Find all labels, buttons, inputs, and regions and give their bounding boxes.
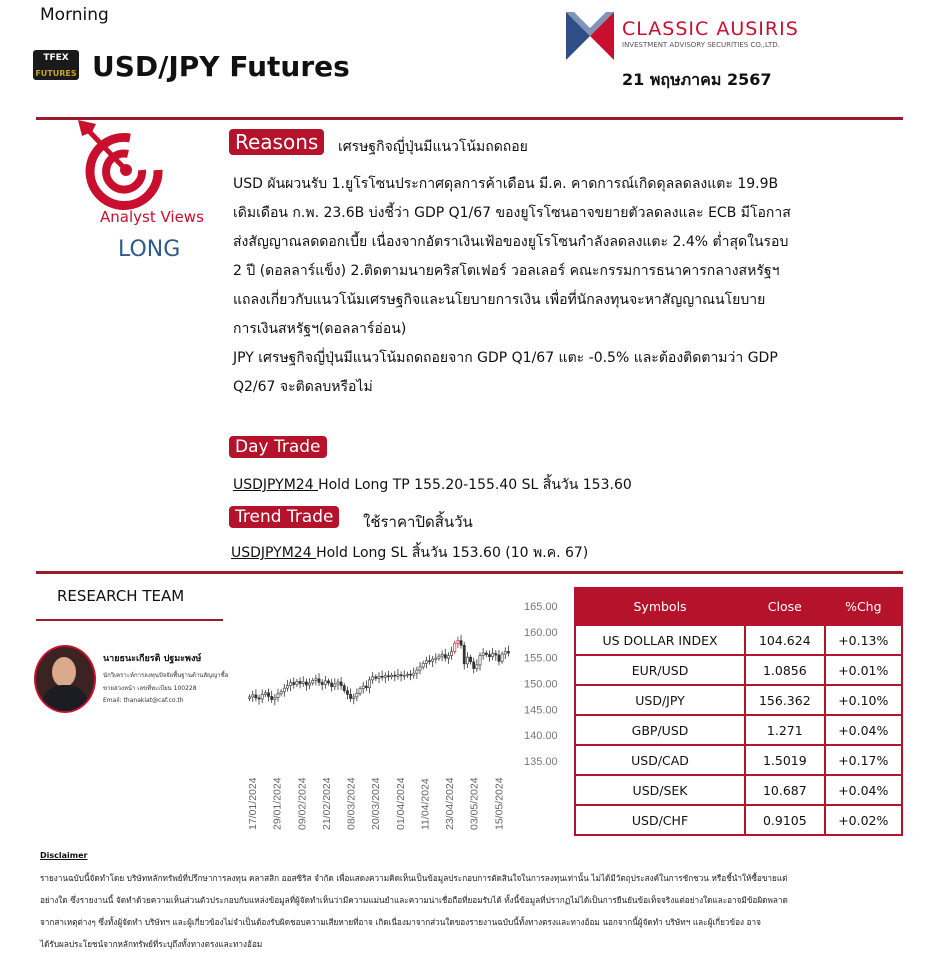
research-team-title: RESEARCH TEAM — [57, 587, 185, 605]
day-trade-badge-label: Day Trade — [229, 436, 327, 458]
candle-body — [324, 681, 326, 685]
research-underline — [36, 619, 223, 621]
cell-close: 0.9105 — [745, 805, 825, 835]
disclaimer-title: Disclaimer — [40, 851, 88, 860]
reason-line: แถลงเกี่ยวกับแนวโน้มเศรษฐกิจและนโยบายการเงิน เพื่อที่นักลงทุนจะหาสัญญาณนโยบาย — [233, 292, 766, 308]
col-header-symbols: Symbols — [575, 588, 745, 625]
candle-body — [305, 682, 307, 685]
x-tick-label: 23/04/2024 — [444, 777, 457, 830]
reasons-body — [233, 170, 883, 402]
candle-body — [248, 697, 250, 699]
day-trade-badge — [229, 437, 327, 457]
trend-trade-text: Hold Long SL สิ้นวัน 153.60 (10 พ.ค. 67) — [316, 545, 589, 561]
table-row — [575, 625, 902, 655]
tfex-logo-bottom: FUTURES — [35, 69, 77, 78]
candle-body — [441, 655, 443, 657]
cell-chg: +0.10% — [825, 685, 902, 715]
y-tick-label: 150.00 — [524, 678, 558, 691]
candle-body — [296, 681, 298, 684]
table-row — [575, 655, 902, 685]
candle-body — [321, 682, 323, 684]
y-tick-label: 165.00 — [524, 601, 558, 613]
day-trade-text: Hold Long TP 155.20-155.40 SL สิ้นวัน 153.60 — [318, 477, 632, 493]
cell-chg: +0.04% — [825, 715, 902, 745]
candle-body — [293, 682, 295, 684]
candle-body — [340, 682, 342, 686]
y-tick-label: 160.00 — [524, 626, 558, 639]
candle-body — [290, 682, 292, 685]
candle-body — [479, 656, 481, 665]
candle-body — [346, 691, 348, 695]
target-arrow-icon — [68, 118, 192, 210]
candle-body — [507, 651, 509, 653]
candle-body — [457, 641, 459, 644]
reason-line: USD ผันผวนรับ 1.ยูโรโซนประกาศดุลการค้าเดือน มี.ค. คาดการณ์เกิดดุลลดลงแตะ 19.9B — [233, 176, 779, 192]
table-row — [575, 685, 902, 715]
candle-body — [368, 680, 370, 688]
cell-symbol: USD/JPY — [575, 685, 745, 715]
day-trade-line — [233, 474, 632, 496]
disclaimer-line: อย่างใด ซึ่งรายงานนี้ จัดทำด้วยความเห็นส่วนตัวประกอบกับแหล่งข้อมูลที่ผู้จัดทำเห็นว่ามีความแม่นยำและความน่าเชื่อถือที่ยอมรับได้ ทั้งนี้ข้อมูลที่ปรากฏไม่ได้เป็นการยืนยันข้อเท็จจริงแต่อย่างใดและอาจมีข้อผิดพลาด — [40, 895, 788, 905]
candle-body — [375, 677, 377, 679]
y-tick-label: 135.00 — [524, 756, 558, 768]
reason-line: การเงินสหรัฐฯ(ดอลลาร์อ่อน) — [233, 321, 407, 337]
candle-body — [255, 695, 257, 698]
analyst-view-value: LONG — [118, 237, 181, 262]
candle-body — [495, 654, 497, 656]
candle-body — [409, 674, 411, 675]
x-tick-label: 03/05/2024 — [468, 777, 481, 830]
col-header-chg: %Chg — [825, 588, 902, 625]
candle-body — [384, 676, 386, 678]
brand-name: CLASSIC AUSIRIS — [622, 18, 799, 40]
candle-body — [343, 686, 345, 691]
candle-body — [403, 675, 405, 676]
reasons-badge-label: Reasons — [229, 129, 324, 155]
cell-close: 156.362 — [745, 685, 825, 715]
candle-body — [498, 655, 500, 661]
candle-body — [416, 670, 418, 673]
candle-body — [264, 693, 266, 695]
candle-body — [400, 675, 402, 676]
analyst-email: Email: thanakiat@caf.co.th — [103, 697, 184, 704]
disclaimer-line: จากสาเหตุต่างๆ ซึ่งทั้งผู้จัดทำ บริษัทฯ และผู้เกี่ยวข้องไม่จำเป็นต้องรับผิดชอบความเสียหายที่อาจ เกิดเนื่องมาจากส่วนใดของรายงานฉบับนี้ทั้งทางตรงและทางอ้อม นอกจากนี้ผู้จัดทำ บริษัทฯ และผู้เกี่ยวข้อง อาจ — [40, 917, 761, 927]
analyst-name: นายธนะเกียรติ ปฐมะพงษ์ — [103, 654, 202, 664]
candle-body — [447, 656, 449, 659]
candle-body — [473, 662, 475, 669]
candle-body — [359, 689, 361, 694]
candle-body — [356, 693, 358, 697]
table-row — [575, 805, 902, 835]
trend-trade-symbol: USDJPYM24 — [231, 545, 317, 561]
candle-body — [432, 659, 434, 661]
analyst-views-label: Analyst Views — [100, 208, 204, 226]
candle-body — [365, 686, 367, 688]
x-tick-label: 01/04/2024 — [394, 777, 407, 830]
candle-body — [277, 694, 279, 698]
table-row — [575, 715, 902, 745]
candle-body — [444, 655, 446, 659]
candle-body — [280, 692, 282, 694]
cell-chg: +0.13% — [825, 625, 902, 655]
candle-body — [318, 679, 320, 683]
candle-body — [362, 686, 364, 689]
y-tick-label: 145.00 — [524, 704, 558, 717]
cell-close: 1.271 — [745, 715, 825, 745]
candle-body — [428, 661, 430, 662]
cell-close: 1.5019 — [745, 745, 825, 775]
candle-body — [299, 681, 301, 683]
disclaimer-line: รายงานฉบับนี้จัดทำโดย บริษัทหลักทรัพย์ที่ปรึกษาการลงทุน คลาสสิก ออสซิริส จำกัด เพื่อแสดงความคิดเห็นเป็นข้อมูลประกอบการตัดสินใจในการลงทุนเท่านั้น ไม่ได้มีวัตถุประสงค์ในการชักชวน หรือชี้นำให้ซื้อขายแต่ — [40, 873, 788, 883]
candle-body — [372, 677, 374, 680]
candle-body — [466, 657, 468, 664]
x-tick-label: 20/03/2024 — [370, 777, 383, 830]
session-label: Morning — [40, 5, 109, 25]
cell-chg: +0.01% — [825, 655, 902, 685]
candle-body — [283, 688, 285, 692]
tfex-logo-top: TFEX — [43, 53, 69, 63]
cell-symbol: EUR/USD — [575, 655, 745, 685]
candle-body — [391, 675, 393, 677]
reason-line: เดิมเดือน ก.พ. 23.6B บ่งชี้ว่า GDP Q1/67 ของยูโรโซนอาจขยายตัวลดลงและ ECB มีโอกาส — [233, 205, 791, 221]
page-title: USD/JPY Futures — [92, 50, 350, 83]
candle-body — [422, 663, 424, 667]
candle-body — [413, 673, 415, 675]
candle-body — [334, 684, 336, 687]
candle-body — [488, 655, 490, 657]
x-tick-label: 08/03/2024 — [345, 777, 358, 830]
x-tick-label: 29/01/2024 — [271, 777, 284, 830]
candle-body — [469, 657, 471, 662]
x-tick-label: 21/02/2024 — [320, 777, 333, 830]
reason-line: ส่งสัญญาณลดดอกเบี้ย เนื่องจากอัตราเงินเฟ้อของยูโรโซนกำลังลดลงแตะ 2.4% ต่ำสุดในรอบ — [233, 234, 789, 250]
analyst-license: ขายล่วงหน้า เลขที่ทะเบียน 100228 — [103, 685, 197, 692]
middle-divider — [36, 571, 903, 574]
trend-trade-line — [231, 542, 588, 564]
candle-body — [394, 675, 396, 676]
col-header-close: Close — [745, 588, 825, 625]
market-table — [574, 587, 903, 836]
candle-body — [349, 694, 351, 698]
x-tick-label: 11/04/2024 — [419, 778, 432, 830]
candle-body — [425, 661, 427, 664]
cell-symbol: US DOLLAR INDEX — [575, 625, 745, 655]
y-tick-label: 155.00 — [524, 652, 558, 665]
candle-body — [460, 641, 462, 646]
candle-body — [381, 676, 383, 677]
y-tick-label: 140.00 — [524, 730, 558, 743]
cell-close: 10.687 — [745, 775, 825, 805]
x-tick-label: 17/01/2024 — [247, 777, 259, 830]
candle-body — [267, 693, 269, 697]
cell-symbol: USD/CAD — [575, 745, 745, 775]
candle-body — [387, 676, 389, 677]
tfex-logo — [33, 50, 79, 80]
candle-body — [353, 697, 355, 699]
candle-body — [504, 651, 506, 654]
candle-body — [492, 654, 494, 657]
disclaimer-body — [40, 867, 890, 955]
candle-body — [397, 675, 399, 677]
candle-body — [378, 676, 380, 678]
candle-body — [406, 674, 408, 675]
candle-body — [327, 681, 329, 683]
candle-body — [315, 679, 317, 681]
candle-body — [258, 698, 260, 699]
cell-chg: +0.02% — [825, 805, 902, 835]
report-date: 21 พฤษภาคม 2567 — [622, 70, 772, 89]
cell-symbol: USD/SEK — [575, 775, 745, 805]
cell-close: 104.624 — [745, 625, 825, 655]
reason-line: JPY เศรษฐกิจญี่ปุ่นมีแนวโน้มถดถอยจาก GDP Q1/67 แตะ -0.5% และต้องติดตามว่า GDP — [233, 350, 778, 366]
candle-body — [312, 680, 314, 683]
reason-line: Q2/67 จะติดลบหรือไม่ — [233, 379, 373, 395]
reasons-headline: เศรษฐกิจญี่ปุ่นมีแนวโน้มถดถอย — [338, 139, 528, 155]
candle-body — [252, 695, 254, 697]
candle-body — [302, 682, 304, 684]
table-row — [575, 745, 902, 775]
cell-chg: +0.17% — [825, 745, 902, 775]
analyst-role: นักวิเคราะห์การลงทุนปัจจัยพื้นฐานด้านสัญญาซื้อ — [103, 672, 229, 679]
candle-body — [308, 683, 310, 685]
candle-body — [261, 694, 263, 699]
reason-line: 2 ปี (ดอลลาร์แข็ง) 2.ติดตามนายคริสโตเฟอร์ วอลเลอร์ คณะกรรมการธนาคารกลางสหรัฐฯ — [233, 263, 780, 279]
avatar — [34, 645, 96, 713]
candle-body — [485, 653, 487, 655]
cell-close: 1.0856 — [745, 655, 825, 685]
reasons-badge — [229, 130, 324, 154]
cell-symbol: GBP/USD — [575, 715, 745, 745]
candle-body — [419, 667, 421, 670]
usdjpy-candlestick-chart — [238, 596, 568, 836]
candle-body — [286, 686, 288, 689]
trend-trade-subtitle: ใช้ราคาปิดสิ้นวัน — [363, 513, 473, 531]
trend-trade-badge — [229, 507, 339, 527]
table-header-row — [575, 588, 902, 625]
candle-body — [454, 643, 456, 651]
day-trade-symbol: USDJPYM24 — [233, 477, 319, 493]
x-tick-label: 09/02/2024 — [296, 777, 309, 830]
candle-body — [463, 645, 465, 664]
candle-body — [476, 665, 478, 669]
candle-body — [438, 656, 440, 658]
candle-body — [271, 696, 273, 699]
candle-body — [274, 697, 276, 699]
candle-body — [450, 651, 452, 655]
trend-trade-badge-label: Trend Trade — [229, 506, 339, 528]
disclaimer-line: ได้รับผลประโยชน์จากหลักทรัพย์ที่ระบุถึงทั้งทางตรงและทางอ้อม — [40, 939, 263, 949]
table-row — [575, 775, 902, 805]
candle-body — [337, 682, 339, 684]
candle-body — [501, 654, 503, 661]
company-logo-icon — [566, 12, 614, 60]
x-tick-label: 15/05/2024 — [493, 777, 506, 830]
brand-subtitle: INVESTMENT ADVISORY SECURITIES CO.,LTD. — [622, 41, 780, 49]
cell-symbol: USD/CHF — [575, 805, 745, 835]
candle-body — [331, 683, 333, 687]
candle-body — [482, 653, 484, 656]
candle-body — [435, 658, 437, 659]
cell-chg: +0.04% — [825, 775, 902, 805]
